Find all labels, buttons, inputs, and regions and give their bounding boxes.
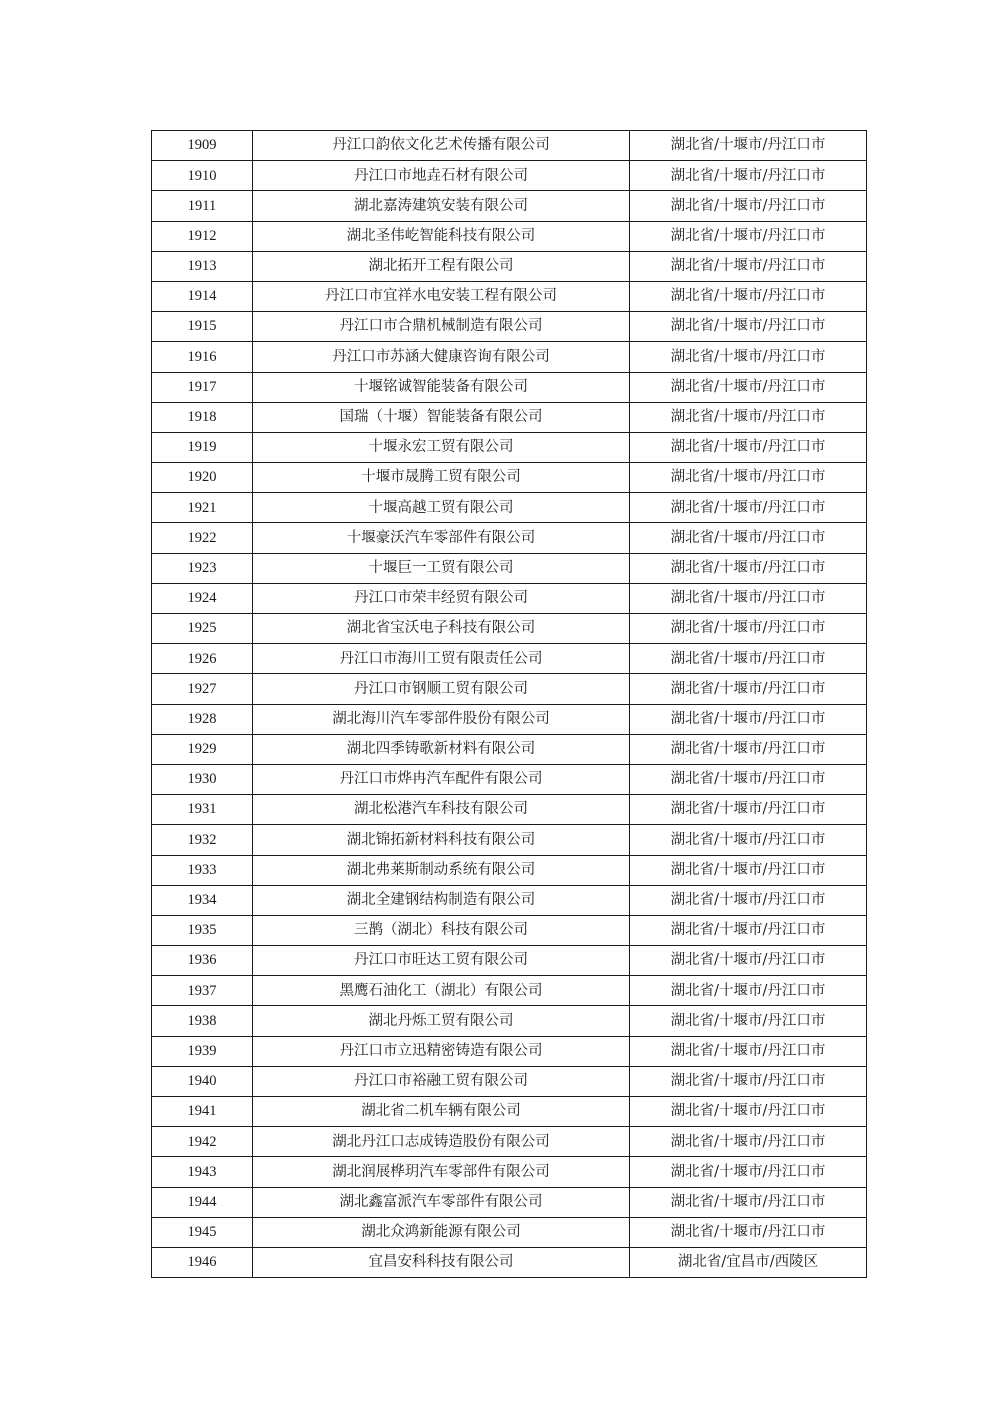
row-number: 1939 [152,1036,253,1066]
table-row [152,1187,867,1217]
table-row [152,644,867,674]
table-row [152,1066,867,1096]
table-row [152,1217,867,1247]
company-name: 丹江口市宜祥水电安装工程有限公司 [253,281,630,311]
row-number: 1946 [152,1247,253,1277]
row-number: 1924 [152,583,253,613]
company-name: 湖北圣伟屹智能科技有限公司 [253,221,630,251]
region: 湖北省/十堰市/丹江口市 [630,764,867,794]
table-row [152,251,867,281]
row-number: 1919 [152,432,253,462]
table-row [152,825,867,855]
company-name: 丹江口市荣丰经贸有限公司 [253,583,630,613]
table-row [152,614,867,644]
region: 湖北省/十堰市/丹江口市 [630,553,867,583]
row-number: 1916 [152,342,253,372]
company-name: 湖北省宝沃电子科技有限公司 [253,614,630,644]
company-name: 湖北全建钢结构制造有限公司 [253,885,630,915]
table-row [152,312,867,342]
row-number: 1935 [152,915,253,945]
company-name: 丹江口市立迅精密铸造有限公司 [253,1036,630,1066]
company-name: 三鹊（湖北）科技有限公司 [253,915,630,945]
table-row [152,795,867,825]
region: 湖北省/十堰市/丹江口市 [630,795,867,825]
region: 湖北省/十堰市/丹江口市 [630,372,867,402]
table-row [152,372,867,402]
table-row [152,583,867,613]
company-name: 湖北鑫富派汽车零部件有限公司 [253,1187,630,1217]
company-name: 宜昌安科科技有限公司 [253,1247,630,1277]
row-number: 1925 [152,614,253,644]
region: 湖北省/十堰市/丹江口市 [630,885,867,915]
row-number: 1926 [152,644,253,674]
company-name: 十堰豪沃汽车零部件有限公司 [253,523,630,553]
table-row [152,674,867,704]
row-number: 1927 [152,674,253,704]
region: 湖北省/十堰市/丹江口市 [630,251,867,281]
row-number: 1933 [152,855,253,885]
row-number: 1945 [152,1217,253,1247]
table-row [152,885,867,915]
region: 湖北省/十堰市/丹江口市 [630,1006,867,1036]
region: 湖北省/十堰市/丹江口市 [630,583,867,613]
company-name: 湖北润展桦玥汽车零部件有限公司 [253,1157,630,1187]
table-row [152,523,867,553]
table-row [152,221,867,251]
company-name: 湖北锦拓新材料科技有限公司 [253,825,630,855]
row-number: 1917 [152,372,253,402]
company-name: 湖北四季铸歌新材料有限公司 [253,734,630,764]
row-number: 1920 [152,463,253,493]
region: 湖北省/十堰市/丹江口市 [630,191,867,221]
table-row [152,1127,867,1157]
table-row [152,402,867,432]
company-name: 湖北丹烁工贸有限公司 [253,1006,630,1036]
table-row [152,855,867,885]
row-number: 1921 [152,493,253,523]
region: 湖北省/十堰市/丹江口市 [630,1036,867,1066]
company-name: 湖北省二机车辆有限公司 [253,1097,630,1127]
row-number: 1918 [152,402,253,432]
company-name: 黑鹰石油化工（湖北）有限公司 [253,976,630,1006]
table-row [152,1157,867,1187]
row-number: 1942 [152,1127,253,1157]
table-row [152,432,867,462]
region: 湖北省/十堰市/丹江口市 [630,131,867,161]
company-table [151,130,867,1278]
row-number: 1931 [152,795,253,825]
company-name: 丹江口韵依文化艺术传播有限公司 [253,131,630,161]
row-number: 1944 [152,1187,253,1217]
company-name: 十堰永宏工贸有限公司 [253,432,630,462]
row-number: 1915 [152,312,253,342]
region: 湖北省/十堰市/丹江口市 [630,614,867,644]
company-name: 丹江口市旺达工贸有限公司 [253,946,630,976]
region: 湖北省/十堰市/丹江口市 [630,825,867,855]
company-name: 丹江口市裕融工贸有限公司 [253,1066,630,1096]
region: 湖北省/十堰市/丹江口市 [630,161,867,191]
region: 湖北省/十堰市/丹江口市 [630,221,867,251]
company-table-body [152,131,867,1278]
region: 湖北省/十堰市/丹江口市 [630,855,867,885]
region: 湖北省/十堰市/丹江口市 [630,976,867,1006]
company-name: 湖北松港汽车科技有限公司 [253,795,630,825]
region: 湖北省/十堰市/丹江口市 [630,523,867,553]
company-name: 丹江口市钢顺工贸有限公司 [253,674,630,704]
region: 湖北省/宜昌市/西陵区 [630,1247,867,1277]
region: 湖北省/十堰市/丹江口市 [630,493,867,523]
company-name: 丹江口市海川工贸有限责任公司 [253,644,630,674]
company-name: 十堰高越工贸有限公司 [253,493,630,523]
region: 湖北省/十堰市/丹江口市 [630,402,867,432]
table-row [152,946,867,976]
row-number: 1911 [152,191,253,221]
region: 湖北省/十堰市/丹江口市 [630,312,867,342]
region: 湖北省/十堰市/丹江口市 [630,281,867,311]
region: 湖北省/十堰市/丹江口市 [630,432,867,462]
row-number: 1922 [152,523,253,553]
table-row [152,915,867,945]
region: 湖北省/十堰市/丹江口市 [630,704,867,734]
row-number: 1928 [152,704,253,734]
region: 湖北省/十堰市/丹江口市 [630,1127,867,1157]
region: 湖北省/十堰市/丹江口市 [630,1066,867,1096]
table-row [152,553,867,583]
region: 湖北省/十堰市/丹江口市 [630,1097,867,1127]
row-number: 1909 [152,131,253,161]
company-name: 湖北海川汽车零部件股份有限公司 [253,704,630,734]
company-name: 十堰巨一工贸有限公司 [253,553,630,583]
region: 湖北省/十堰市/丹江口市 [630,674,867,704]
table-row [152,493,867,523]
company-name: 丹江口市合鼎机械制造有限公司 [253,312,630,342]
row-number: 1930 [152,764,253,794]
company-name: 湖北拓开工程有限公司 [253,251,630,281]
table-row [152,131,867,161]
company-name: 湖北丹江口志成铸造股份有限公司 [253,1127,630,1157]
row-number: 1937 [152,976,253,1006]
company-name: 湖北嘉涛建筑安装有限公司 [253,191,630,221]
table-row [152,463,867,493]
company-name: 丹江口市苏涵大健康咨询有限公司 [253,342,630,372]
company-name: 国瑞（十堰）智能装备有限公司 [253,402,630,432]
table-row [152,342,867,372]
table-row [152,161,867,191]
row-number: 1943 [152,1157,253,1187]
row-number: 1934 [152,885,253,915]
region: 湖北省/十堰市/丹江口市 [630,1187,867,1217]
region: 湖北省/十堰市/丹江口市 [630,946,867,976]
company-name: 十堰铭诚智能装备有限公司 [253,372,630,402]
table-row [152,704,867,734]
region: 湖北省/十堰市/丹江口市 [630,644,867,674]
region: 湖北省/十堰市/丹江口市 [630,915,867,945]
row-number: 1941 [152,1097,253,1127]
row-number: 1929 [152,734,253,764]
company-name: 湖北弗莱斯制动系统有限公司 [253,855,630,885]
table-row [152,1097,867,1127]
company-name: 丹江口市烨冉汽车配件有限公司 [253,764,630,794]
table-row [152,976,867,1006]
region: 湖北省/十堰市/丹江口市 [630,734,867,764]
company-name: 丹江口市地垚石材有限公司 [253,161,630,191]
table-row [152,764,867,794]
region: 湖北省/十堰市/丹江口市 [630,342,867,372]
table-row [152,191,867,221]
row-number: 1914 [152,281,253,311]
row-number: 1932 [152,825,253,855]
region: 湖北省/十堰市/丹江口市 [630,463,867,493]
table-row [152,1036,867,1066]
table-row [152,1247,867,1277]
row-number: 1923 [152,553,253,583]
row-number: 1910 [152,161,253,191]
row-number: 1913 [152,251,253,281]
region: 湖北省/十堰市/丹江口市 [630,1217,867,1247]
row-number: 1938 [152,1006,253,1036]
table-row [152,281,867,311]
table-row [152,1006,867,1036]
company-name: 十堰市晟腾工贸有限公司 [253,463,630,493]
company-name: 湖北众鸿新能源有限公司 [253,1217,630,1247]
region: 湖北省/十堰市/丹江口市 [630,1157,867,1187]
row-number: 1940 [152,1066,253,1096]
row-number: 1936 [152,946,253,976]
table-row [152,734,867,764]
row-number: 1912 [152,221,253,251]
